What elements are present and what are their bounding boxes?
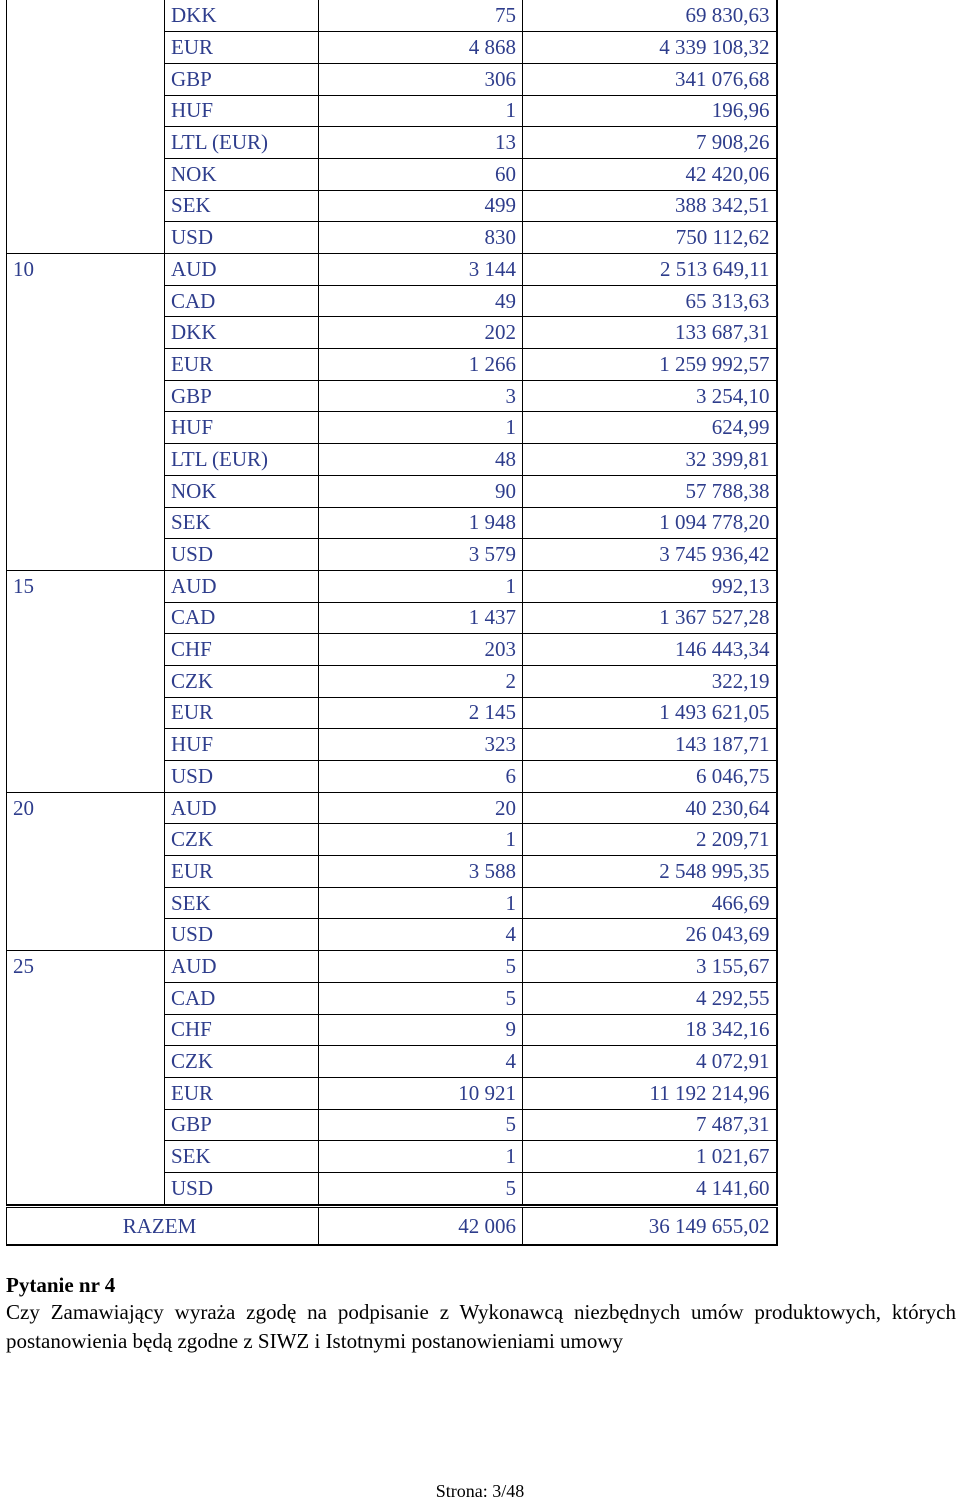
count-cell: 3 bbox=[319, 380, 523, 412]
count-cell: 49 bbox=[319, 285, 523, 317]
table-row bbox=[7, 570, 777, 602]
group-cell bbox=[7, 222, 165, 254]
amount-cell: 40 230,64 bbox=[523, 792, 777, 824]
currency-cell: EUR bbox=[165, 697, 319, 729]
table-row bbox=[7, 349, 777, 381]
amount-cell: 3 155,67 bbox=[523, 951, 777, 983]
currency-cell: SEK bbox=[165, 190, 319, 222]
table-row bbox=[7, 1014, 777, 1046]
group-cell bbox=[7, 665, 165, 697]
currency-cell: SEK bbox=[165, 1141, 319, 1173]
table-row bbox=[7, 887, 777, 919]
table-row bbox=[7, 792, 777, 824]
group-cell bbox=[7, 412, 165, 444]
group-cell bbox=[7, 127, 165, 159]
currency-cell: LTL (EUR) bbox=[165, 444, 319, 476]
currency-cell: HUF bbox=[165, 412, 319, 444]
amount-cell: 1 021,67 bbox=[523, 1141, 777, 1173]
total-amount: 36 149 655,02 bbox=[523, 1207, 777, 1246]
table-row bbox=[7, 697, 777, 729]
count-cell: 6 bbox=[319, 761, 523, 793]
count-cell: 48 bbox=[319, 444, 523, 476]
group-cell bbox=[7, 856, 165, 888]
amount-cell: 1 367 527,28 bbox=[523, 602, 777, 634]
amount-cell: 1 094 778,20 bbox=[523, 507, 777, 539]
currency-cell: GBP bbox=[165, 63, 319, 95]
amount-cell: 7 487,31 bbox=[523, 1109, 777, 1141]
amount-cell: 65 313,63 bbox=[523, 285, 777, 317]
table-row bbox=[7, 254, 777, 286]
currency-cell: SEK bbox=[165, 507, 319, 539]
count-cell: 5 bbox=[319, 1109, 523, 1141]
group-cell bbox=[7, 317, 165, 349]
count-cell: 75 bbox=[319, 0, 523, 32]
currency-cell: USD bbox=[165, 222, 319, 254]
group-cell bbox=[7, 729, 165, 761]
table-row bbox=[7, 729, 777, 761]
table-row bbox=[7, 665, 777, 697]
currency-cell: SEK bbox=[165, 887, 319, 919]
currency-cell: USD bbox=[165, 1172, 319, 1204]
group-cell: 15 bbox=[7, 570, 165, 602]
count-cell: 2 bbox=[319, 665, 523, 697]
table-row bbox=[7, 856, 777, 888]
currency-cell: EUR bbox=[165, 856, 319, 888]
amount-cell: 4 141,60 bbox=[523, 1172, 777, 1204]
table-row bbox=[7, 127, 777, 159]
count-cell: 3 144 bbox=[319, 254, 523, 286]
count-cell: 1 bbox=[319, 412, 523, 444]
group-cell bbox=[7, 380, 165, 412]
count-cell: 1 266 bbox=[319, 349, 523, 381]
currency-cell: GBP bbox=[165, 380, 319, 412]
amount-cell: 388 342,51 bbox=[523, 190, 777, 222]
group-cell bbox=[7, 887, 165, 919]
group-cell bbox=[7, 1172, 165, 1204]
group-cell bbox=[7, 349, 165, 381]
table-row bbox=[7, 919, 777, 951]
count-cell: 1 bbox=[319, 95, 523, 127]
currency-cell: NOK bbox=[165, 475, 319, 507]
table-row bbox=[7, 1077, 777, 1109]
group-cell bbox=[7, 285, 165, 317]
count-cell: 1 bbox=[319, 824, 523, 856]
table-row bbox=[7, 539, 777, 571]
table-row bbox=[7, 222, 777, 254]
group-cell bbox=[7, 190, 165, 222]
currency-cell: CHF bbox=[165, 1014, 319, 1046]
table-row bbox=[7, 412, 777, 444]
count-cell: 4 bbox=[319, 919, 523, 951]
group-cell bbox=[7, 0, 165, 32]
group-cell bbox=[7, 63, 165, 95]
group-cell bbox=[7, 1046, 165, 1078]
currency-cell: HUF bbox=[165, 729, 319, 761]
table-row bbox=[7, 1141, 777, 1173]
table-row bbox=[7, 380, 777, 412]
amount-cell: 42 420,06 bbox=[523, 158, 777, 190]
currency-cell: CAD bbox=[165, 982, 319, 1014]
amount-cell: 4 292,55 bbox=[523, 982, 777, 1014]
count-cell: 5 bbox=[319, 982, 523, 1014]
count-cell: 1 bbox=[319, 887, 523, 919]
table-row bbox=[7, 317, 777, 349]
count-cell: 13 bbox=[319, 127, 523, 159]
table-row bbox=[7, 63, 777, 95]
count-cell: 1 bbox=[319, 1141, 523, 1173]
amount-cell: 2 513 649,11 bbox=[523, 254, 777, 286]
table-row bbox=[7, 602, 777, 634]
currency-cell: USD bbox=[165, 761, 319, 793]
currency-cell: AUD bbox=[165, 951, 319, 983]
table-row bbox=[7, 761, 777, 793]
amount-cell: 11 192 214,96 bbox=[523, 1077, 777, 1109]
count-cell: 5 bbox=[319, 1172, 523, 1204]
amount-cell: 624,99 bbox=[523, 412, 777, 444]
table-row bbox=[7, 1109, 777, 1141]
count-cell: 323 bbox=[319, 729, 523, 761]
table-row bbox=[7, 507, 777, 539]
count-cell: 9 bbox=[319, 1014, 523, 1046]
group-cell bbox=[7, 982, 165, 1014]
group-cell bbox=[7, 1014, 165, 1046]
count-cell: 4 868 bbox=[319, 32, 523, 64]
table-row bbox=[7, 475, 777, 507]
total-row-table bbox=[6, 1205, 778, 1246]
amount-cell: 6 046,75 bbox=[523, 761, 777, 793]
currency-cell: CAD bbox=[165, 285, 319, 317]
amount-cell: 7 908,26 bbox=[523, 127, 777, 159]
group-cell: 25 bbox=[7, 951, 165, 983]
currency-cell: CZK bbox=[165, 1046, 319, 1078]
amount-cell: 69 830,63 bbox=[523, 0, 777, 32]
amount-cell: 3 745 936,42 bbox=[523, 539, 777, 571]
amount-cell: 4 339 108,32 bbox=[523, 32, 777, 64]
group-cell bbox=[7, 697, 165, 729]
amount-cell: 4 072,91 bbox=[523, 1046, 777, 1078]
amount-cell: 322,19 bbox=[523, 665, 777, 697]
table-row bbox=[7, 444, 777, 476]
currency-cell: CAD bbox=[165, 602, 319, 634]
group-cell bbox=[7, 1077, 165, 1109]
amount-cell: 992,13 bbox=[523, 570, 777, 602]
page-number: Strona: 3/48 bbox=[435, 1481, 525, 1501]
amount-cell: 2 209,71 bbox=[523, 824, 777, 856]
group-cell bbox=[7, 32, 165, 64]
total-count: 42 006 bbox=[319, 1207, 523, 1246]
amount-cell: 146 443,34 bbox=[523, 634, 777, 666]
group-cell bbox=[7, 634, 165, 666]
currency-cell: USD bbox=[165, 919, 319, 951]
currency-cell: LTL (EUR) bbox=[165, 127, 319, 159]
amount-cell: 18 342,16 bbox=[523, 1014, 777, 1046]
table-row bbox=[7, 951, 777, 983]
amount-cell: 3 254,10 bbox=[523, 380, 777, 412]
count-cell: 2 145 bbox=[319, 697, 523, 729]
amount-cell: 133 687,31 bbox=[523, 317, 777, 349]
count-cell: 10 921 bbox=[319, 1077, 523, 1109]
table-row bbox=[7, 95, 777, 127]
table-row bbox=[7, 0, 777, 32]
group-cell bbox=[7, 475, 165, 507]
table-row bbox=[7, 1046, 777, 1078]
currency-cell: NOK bbox=[165, 158, 319, 190]
count-cell: 1 bbox=[319, 570, 523, 602]
currency-cell: EUR bbox=[165, 349, 319, 381]
count-cell: 3 579 bbox=[319, 539, 523, 571]
currency-cell: AUD bbox=[165, 792, 319, 824]
table-row bbox=[7, 634, 777, 666]
count-cell: 306 bbox=[319, 63, 523, 95]
group-cell bbox=[7, 539, 165, 571]
currency-cell: USD bbox=[165, 539, 319, 571]
table-row bbox=[7, 190, 777, 222]
amount-cell: 26 043,69 bbox=[523, 919, 777, 951]
table-row bbox=[7, 158, 777, 190]
amount-cell: 1 493 621,05 bbox=[523, 697, 777, 729]
table-row bbox=[7, 982, 777, 1014]
table-row bbox=[7, 32, 777, 64]
amount-cell: 341 076,68 bbox=[523, 63, 777, 95]
group-cell bbox=[7, 824, 165, 856]
group-cell bbox=[7, 761, 165, 793]
count-cell: 3 588 bbox=[319, 856, 523, 888]
currency-cell: DKK bbox=[165, 0, 319, 32]
count-cell: 4 bbox=[319, 1046, 523, 1078]
question-title: Pytanie nr 4 bbox=[6, 1273, 116, 1297]
currency-table bbox=[6, 0, 778, 1205]
currency-cell: HUF bbox=[165, 95, 319, 127]
question-body: Czy Zamawiający wyraża zgodę na podpisanie z Wykonawcą niezbędnych umów produktowych, których postanowienia będą zgodne z SIWZ i Istotnymi postanowieniami umowy bbox=[6, 1300, 956, 1353]
count-cell: 90 bbox=[319, 475, 523, 507]
amount-cell: 143 187,71 bbox=[523, 729, 777, 761]
currency-cell: AUD bbox=[165, 254, 319, 286]
amount-cell: 466,69 bbox=[523, 887, 777, 919]
group-cell bbox=[7, 444, 165, 476]
count-cell: 1 948 bbox=[319, 507, 523, 539]
count-cell: 5 bbox=[319, 951, 523, 983]
count-cell: 60 bbox=[319, 158, 523, 190]
group-cell bbox=[7, 919, 165, 951]
table-row bbox=[7, 824, 777, 856]
group-cell bbox=[7, 1109, 165, 1141]
total-label: RAZEM bbox=[122, 1213, 197, 1238]
amount-cell: 32 399,81 bbox=[523, 444, 777, 476]
currency-cell: EUR bbox=[165, 1077, 319, 1109]
count-cell: 20 bbox=[319, 792, 523, 824]
count-cell: 830 bbox=[319, 222, 523, 254]
total-row bbox=[7, 1207, 777, 1246]
count-cell: 1 437 bbox=[319, 602, 523, 634]
table-row bbox=[7, 285, 777, 317]
count-cell: 203 bbox=[319, 634, 523, 666]
currency-cell: GBP bbox=[165, 1109, 319, 1141]
group-cell bbox=[7, 158, 165, 190]
currency-cell: AUD bbox=[165, 570, 319, 602]
currency-cell: CZK bbox=[165, 824, 319, 856]
group-cell bbox=[7, 95, 165, 127]
amount-cell: 1 259 992,57 bbox=[523, 349, 777, 381]
amount-cell: 57 788,38 bbox=[523, 475, 777, 507]
group-cell: 20 bbox=[7, 792, 165, 824]
group-cell: 10 bbox=[7, 254, 165, 286]
currency-cell: CHF bbox=[165, 634, 319, 666]
currency-table-body bbox=[7, 0, 777, 1204]
currency-cell: EUR bbox=[165, 32, 319, 64]
group-cell bbox=[7, 602, 165, 634]
table-row bbox=[7, 1172, 777, 1204]
count-cell: 202 bbox=[319, 317, 523, 349]
amount-cell: 2 548 995,35 bbox=[523, 856, 777, 888]
currency-cell: DKK bbox=[165, 317, 319, 349]
group-cell bbox=[7, 1141, 165, 1173]
group-cell bbox=[7, 507, 165, 539]
amount-cell: 196,96 bbox=[523, 95, 777, 127]
amount-cell: 750 112,62 bbox=[523, 222, 777, 254]
currency-cell: CZK bbox=[165, 665, 319, 697]
question-section bbox=[6, 1272, 956, 1356]
count-cell: 499 bbox=[319, 190, 523, 222]
